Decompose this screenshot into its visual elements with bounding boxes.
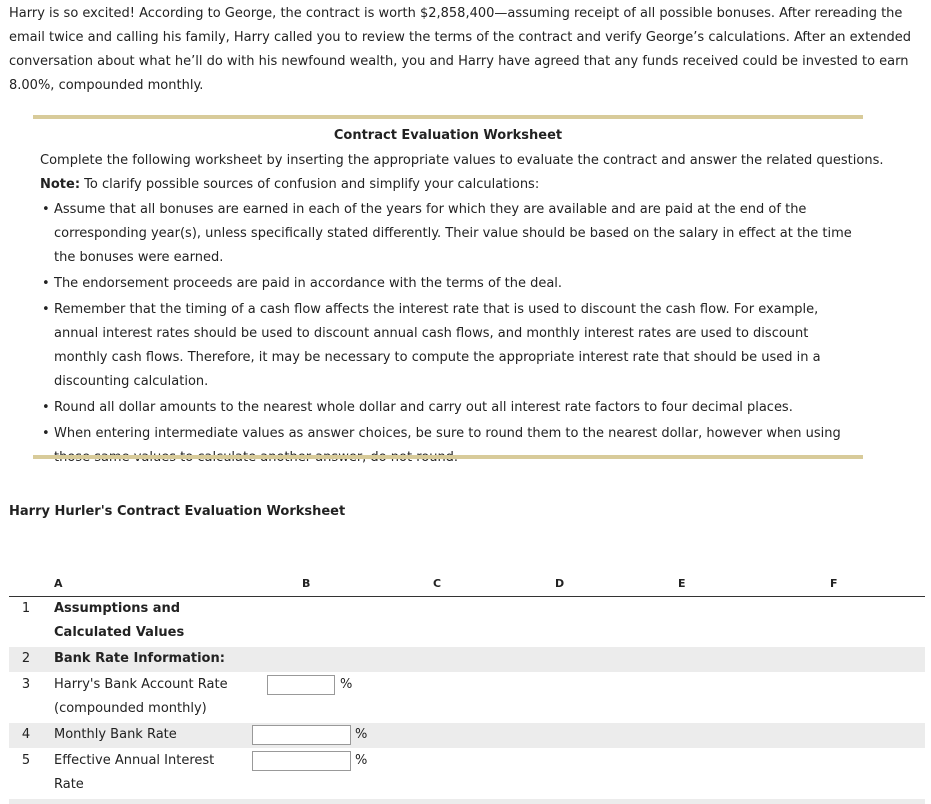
worksheet-bottom-rule [33, 455, 863, 459]
percent-unit: % [340, 677, 353, 692]
table-row-shade [9, 799, 925, 804]
worksheet-title: Contract Evaluation Worksheet [333, 128, 563, 143]
percent-unit: % [355, 727, 368, 742]
row-label: Harry's Bank Account Rate [54, 677, 228, 692]
column-header-a: A [54, 577, 63, 590]
row-number: 1 [21, 601, 31, 616]
column-header-c: C [433, 577, 442, 590]
worksheet-instructions: Complete the following worksheet by inserting the appropriate values to evaluate the contract and answer the related questions. [40, 153, 884, 168]
instruction-item: • Assume that all bonuses are earned in each of the years for which they are available and are paid at the end of the corresponding year(s), unless specifically stated differently. Their value should be based on the salary in effect at the time the bonuses were earned. [40, 198, 870, 270]
row-label: Effective Annual Interest [54, 753, 215, 768]
column-header-f: F [830, 577, 838, 590]
intro-paragraph: Harry is so excited! According to George, the contract is worth $2,858,400—assuming receipt of all possible bonuses. After rereading the email twice and calling his family, Harry called you to review the terms of the contract and verify George’s calculations. After an extended conversation about what he’ll do with his newfound wealth, you and Harry have agreed that any funds received could be invested to earn 8.00%, compounded monthly. [9, 6, 911, 93]
percent-unit: % [355, 753, 368, 768]
instruction-item: • The endorsement proceeds are paid in accordance with the terms of the deal. [40, 272, 870, 296]
instruction-item: • When entering intermediate values as answer choices, be sure to round them to the nearest dollar, however when using [40, 422, 870, 470]
worksheet-top-rule [33, 115, 863, 119]
row-label: Monthly Bank Rate [54, 727, 177, 742]
instruction-item: • Round all dollar amounts to the nearest whole dollar and carry out all interest rate factors to four decimal places. [40, 396, 870, 420]
column-header-e: E [678, 577, 686, 590]
worksheet-note [40, 173, 539, 197]
row-number: 4 [21, 727, 31, 742]
monthly-bank-rate-input[interactable] [252, 725, 351, 745]
row-label-continued: (compounded monthly) [54, 701, 207, 716]
row-number: 5 [21, 753, 31, 768]
row-number: 2 [21, 651, 31, 666]
column-header-b: B [302, 577, 311, 590]
row-label-continued: Calculated Values [54, 625, 185, 640]
sheet-title: Harry Hurler's Contract Evaluation Worksheet [9, 504, 346, 519]
row-number: 3 [21, 677, 31, 692]
row-label-continued: Rate [54, 777, 84, 792]
note-text: To clarify possible sources of confusion and simplify your calculations: [80, 177, 540, 192]
effective-annual-rate-input[interactable] [252, 751, 351, 771]
note-label: Note: [40, 177, 81, 192]
bank-account-rate-input[interactable] [267, 675, 335, 695]
row-label: Bank Rate Information: [54, 651, 225, 666]
row-label: Assumptions and [54, 601, 181, 616]
column-header-d: D [555, 577, 565, 590]
instruction-item: • Remember that the timing of a cash flow affects the interest rate that is used to discount the cash flow. For example, annual interest rates should be used to discount annual cash flows, and monthly interest rates are used to discount monthly cash flows. Therefore, it may be necessary to compute the appropriate interest rate that should be used in a discounting calculation. [40, 298, 859, 394]
instruction-list [40, 198, 870, 472]
